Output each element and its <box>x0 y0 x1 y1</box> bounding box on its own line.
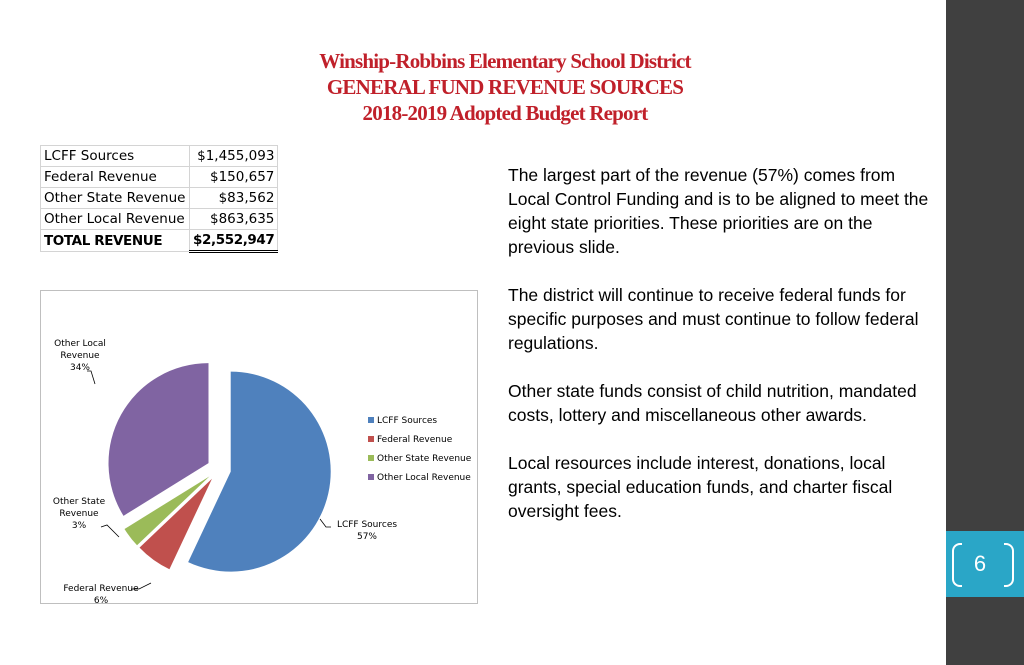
legend-swatch-other-local <box>368 474 374 480</box>
revenue-table <box>40 145 278 253</box>
legend-swatch-other-state <box>368 455 374 461</box>
pie-chart <box>40 290 478 604</box>
legend-label-other-local: Other Local Revenue <box>377 473 471 483</box>
page-number: 6 <box>973 551 987 576</box>
description <box>508 163 938 547</box>
data-label-other-state: Other State Revenue 3% <box>52 497 106 531</box>
leader-line-other-state <box>101 525 119 537</box>
leader-line-lcff <box>320 519 331 527</box>
pie-slice-other-local <box>109 363 209 516</box>
row-value: $1,455,093 <box>190 146 278 167</box>
table-row <box>41 209 278 230</box>
paragraph-state: Other state funds consist of child nutrition, mandated costs, lottery and miscellaneous other awards. <box>508 381 917 425</box>
table-row <box>41 146 278 167</box>
legend-swatch-federal <box>368 436 374 442</box>
table-row <box>41 188 278 209</box>
row-label: Other State Revenue <box>41 188 190 209</box>
row-value: $863,635 <box>190 209 278 230</box>
pie-slice-lcff <box>188 372 331 572</box>
row-label: Other Local Revenue <box>41 209 190 230</box>
total-value: $2,552,947 <box>190 230 278 252</box>
row-value: $150,657 <box>190 167 278 188</box>
paragraph-federal: The district will continue to receive federal funds for specific purposes and must continue to follow federal regulations. <box>508 285 919 353</box>
slide-title <box>230 48 780 126</box>
data-label-lcff: LCFF Sources 57% <box>336 520 398 542</box>
data-label-federal: Federal Revenue 6% <box>63 584 139 605</box>
legend-swatch-lcff <box>368 417 374 423</box>
page-number-badge <box>946 531 1024 597</box>
total-label: TOTAL REVENUE <box>41 230 190 252</box>
data-label-other-local: Other Local Revenue 34% <box>54 339 106 373</box>
legend-label-federal: Federal Revenue <box>377 435 453 445</box>
title-subject: GENERAL FUND REVENUE SOURCES <box>326 75 684 99</box>
title-district: Winship-Robbins Elementary School District <box>319 49 691 73</box>
row-value: $83,562 <box>190 188 278 209</box>
title-report: 2018-2019 Adopted Budget Report <box>362 101 648 125</box>
legend-label-lcff: LCFF Sources <box>377 416 438 426</box>
pie-chart-svg <box>41 291 479 605</box>
row-label: LCFF Sources <box>41 146 190 167</box>
total-row <box>41 230 278 252</box>
row-label: Federal Revenue <box>41 167 190 188</box>
paragraph-local: Local resources include interest, donations, local grants, special education funds, and charter fiscal oversight fees. <box>508 453 893 521</box>
paragraph-lcff: The largest part of the revenue (57%) comes from Local Control Funding and is to be aligned to meet the eight state priorities. These priorities are on the previous slide. <box>508 165 929 257</box>
table-row <box>41 167 278 188</box>
legend-label-other-state: Other State Revenue <box>377 454 472 464</box>
